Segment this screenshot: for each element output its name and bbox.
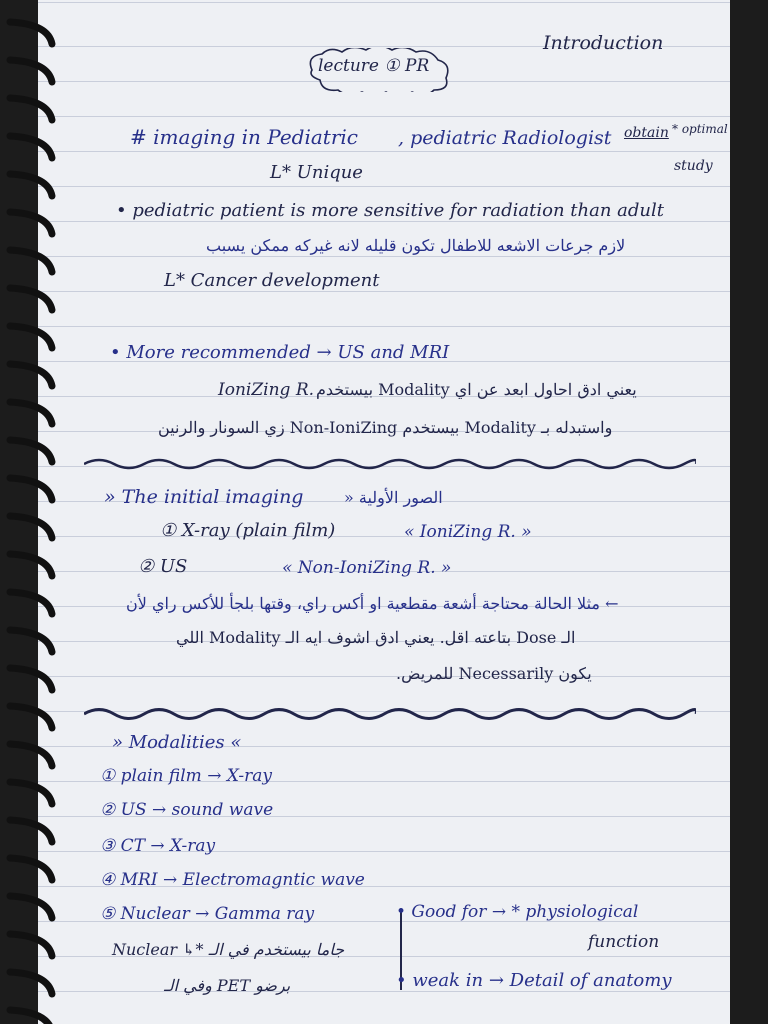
arabic-example-line2: الـ Dose بتاعته اقل. يعني ادق اشوف ايه الـ Modality اللي	[176, 628, 576, 647]
function-note: function	[588, 932, 660, 952]
ionizing-label: IoniZing R.	[218, 380, 315, 400]
initial-imaging-heading: » The initial imaging	[104, 486, 304, 508]
study-text: study	[674, 158, 713, 174]
arabic-avoid-ionizing: يعني ادق احاول ابعد عن اي Modality بيستخدم	[316, 380, 637, 399]
modality-item-1: ① plain film → X-ray	[100, 766, 272, 786]
wavy-divider-1	[84, 455, 696, 473]
obtain-text: obtain	[624, 125, 669, 141]
cancer-development-note: L* Cancer development	[164, 270, 380, 291]
modalities-heading: » Modalities «	[112, 732, 242, 753]
sensitivity-statement: • pediatric patient is more sensitive for radiation than adult	[116, 200, 664, 221]
pet-note: وفي الـ PET برضو	[164, 976, 291, 995]
us-nonionizing-note: « Non-IoniZing R. »	[282, 558, 452, 578]
lecture-label: lecture ① PR	[318, 56, 430, 76]
arabic-example-line3: يكون Necessarily للمريض.	[396, 664, 592, 683]
modality-item-2: ② US → sound wave	[100, 800, 274, 820]
spiral-binding	[0, 0, 80, 1024]
section-heading-imaging: # imaging in Pediatric	[130, 125, 358, 149]
optimal-text: * optimal	[672, 122, 728, 136]
arabic-dose-note: لازم جرعات الاشعه للاطفال تكون قليله لانه غيركه ممكن يسبب	[206, 236, 626, 255]
initial-imaging-arabic: الصور الأولية «	[344, 488, 443, 507]
wavy-divider-2	[84, 704, 696, 724]
weak-in-note: • weak in → Detail of anatomy	[396, 970, 672, 991]
page-title: Introduction	[543, 32, 664, 54]
modality-item-5: ⑤ Nuclear → Gamma ray	[100, 904, 315, 924]
initial-item-xray: ① X-ray (plain film)	[160, 520, 336, 541]
modality-item-4: ④ MRI → Electromagntic wave	[100, 870, 365, 890]
initial-item-us: ② US	[138, 556, 188, 577]
arabic-replace-note: واستبدله بـ Modality بيستخدم Non-IoniZing زي السونار والرنين	[158, 418, 613, 437]
nuclear-gamma-note: Nuclear ↳* جاما بيستخدم في الـ	[112, 940, 345, 959]
recommended-modalities: • More recommended → US and MRI	[110, 342, 450, 363]
xray-ionizing-note: « IoniZing R. »	[404, 522, 532, 542]
modality-item-3: ③ CT → X-ray	[100, 836, 216, 856]
unique-note: L* Unique	[270, 162, 363, 183]
good-for-note: • Good for → * physiological	[396, 902, 639, 922]
pediatric-radiologist-text: , pediatric Radiologist	[398, 127, 612, 149]
arabic-example-line1: ← مثلا الحالة محتاجة أشعة مقطعية او أكس راي، وقتها بلجأ للأكس راي لأن	[126, 594, 619, 613]
